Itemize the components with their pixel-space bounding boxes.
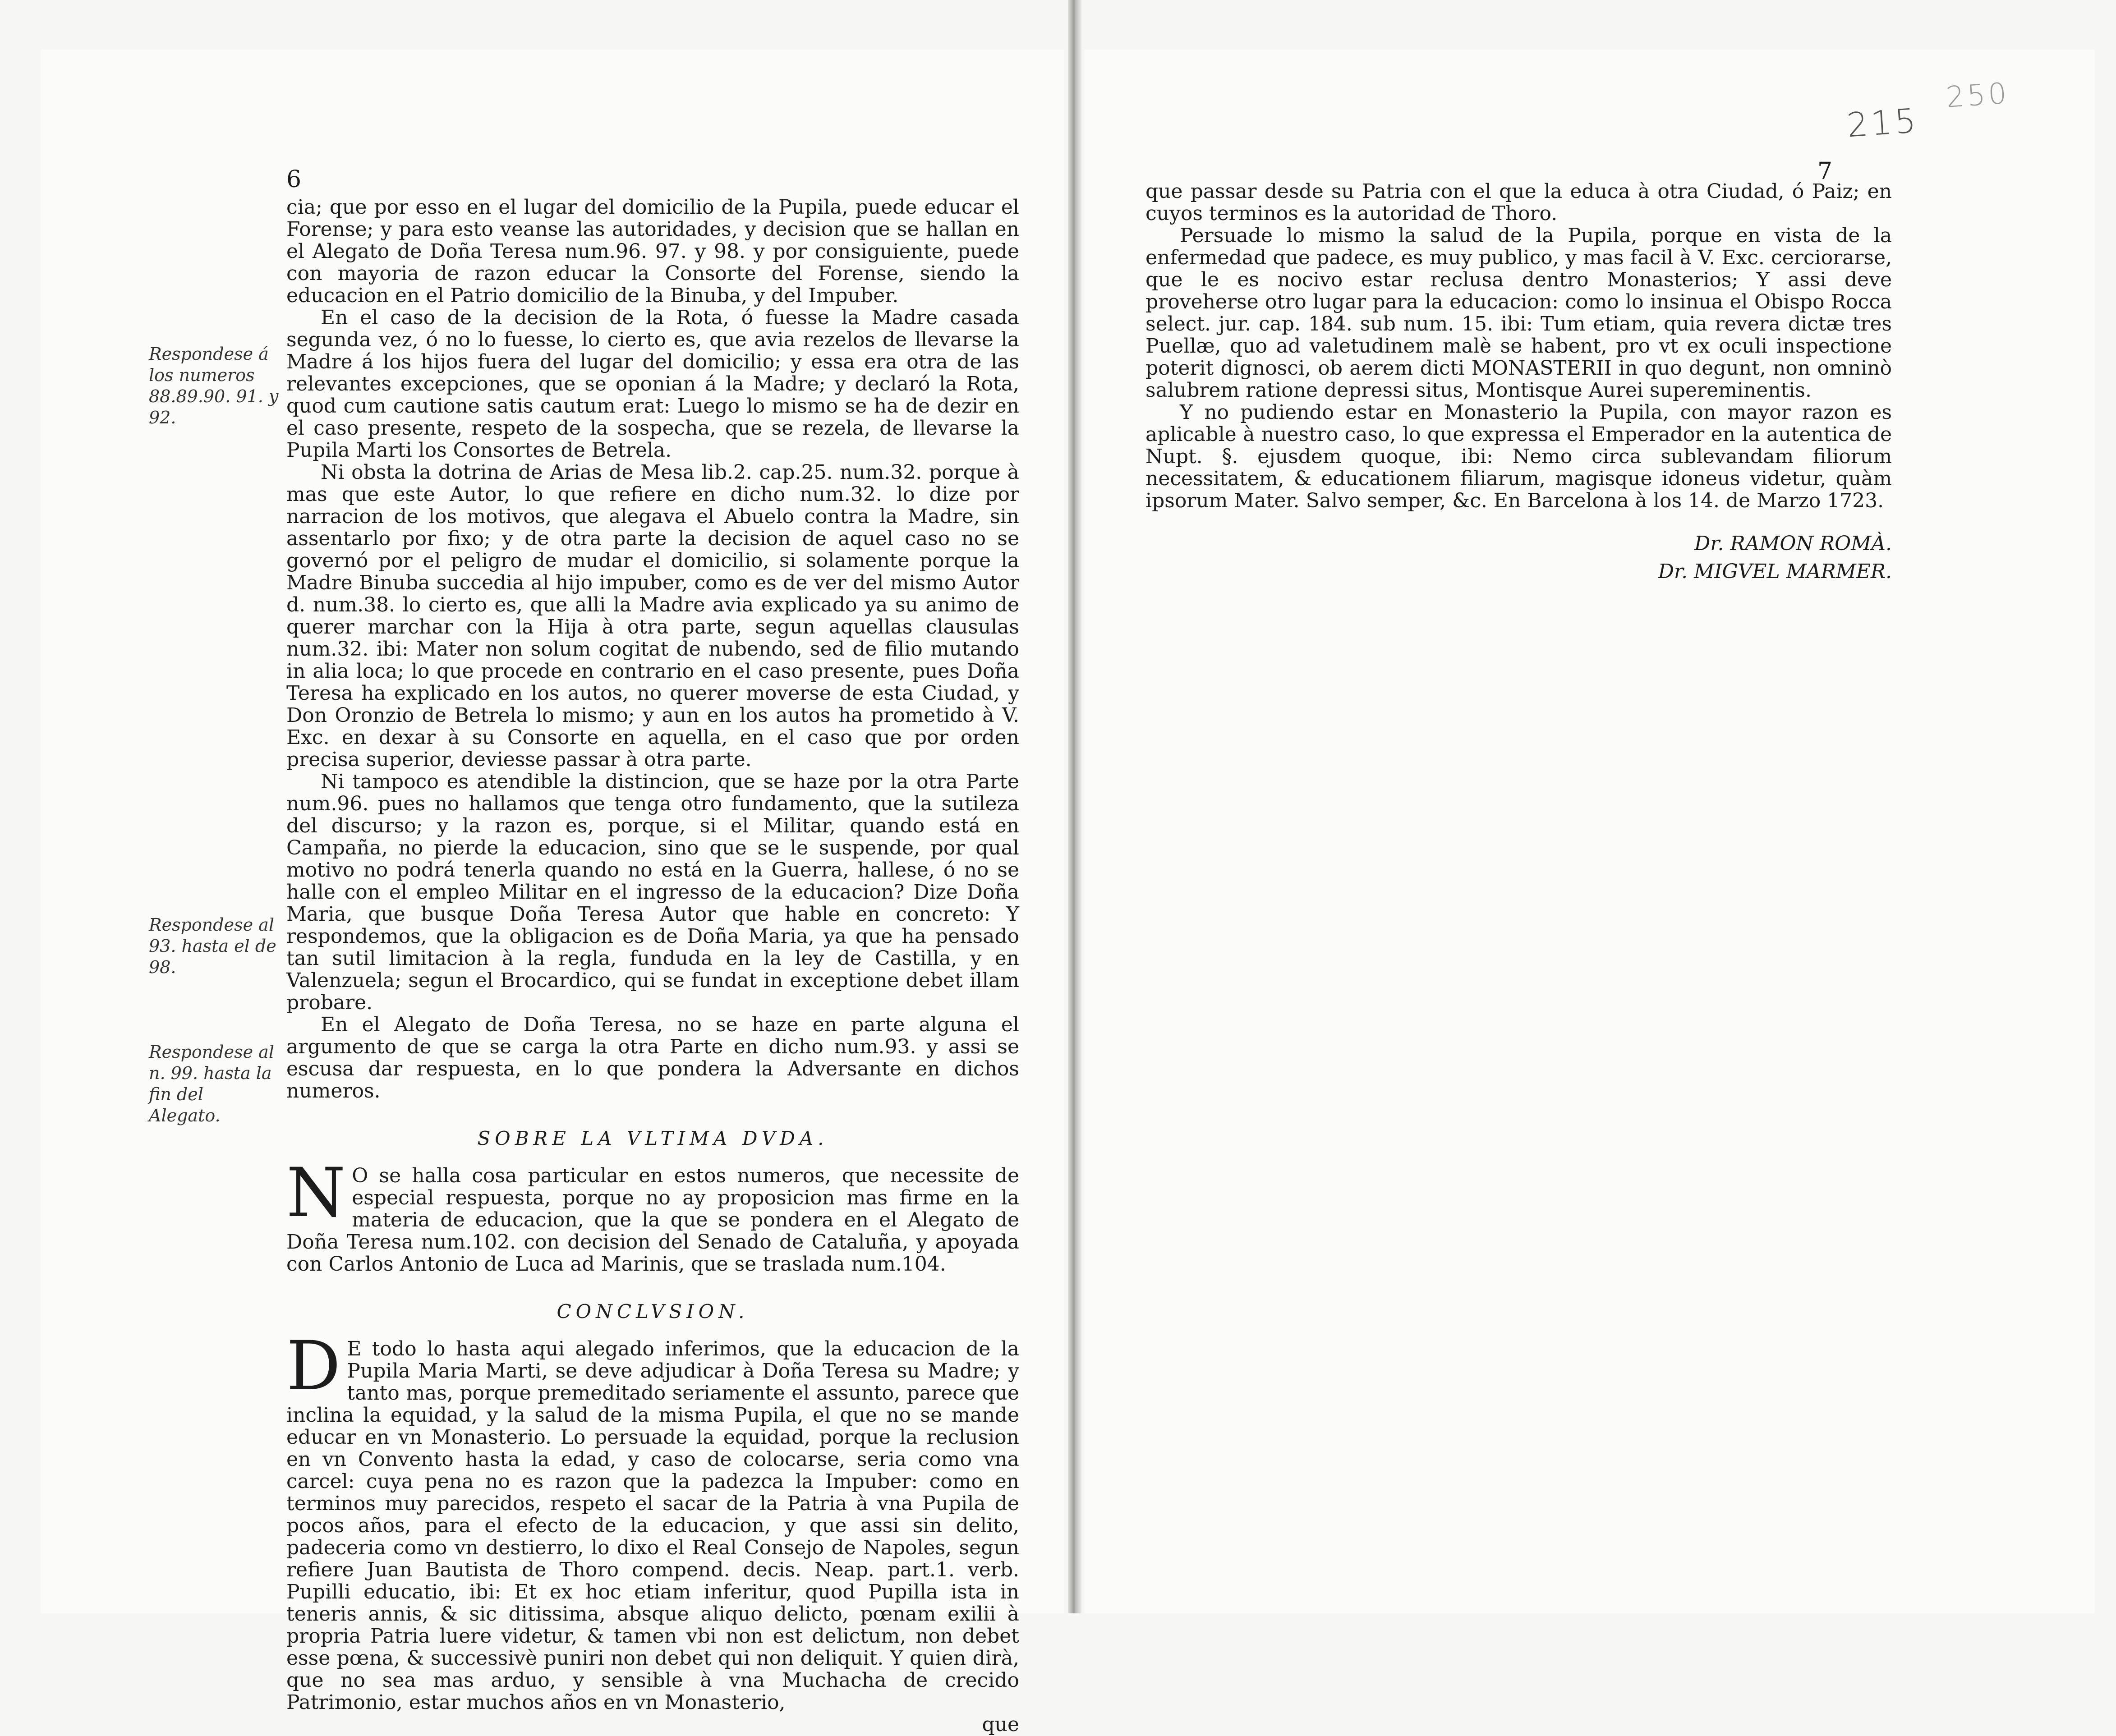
- book-gutter: [1068, 0, 1081, 1613]
- paragraph: que passar desde su Patria con el que la educa à otra Ciudad, ó Paiz; en cuyos terminos es la autoridad de Thoro.: [1145, 180, 1892, 225]
- paragraph: Persuade lo mismo la salud de la Pupila, porque en vista de la enfermedad que padece, es muy publico, y mas facil à V. Exc. cerciorarse, que le es nocivo estar reclusa dentro Monasterios; Y assi deve proveherse otro lugar para la educacion: como lo insinua el Obispo Rocca select. jur. cap. 184. sub num. 15. ibi: Tum etiam, quia revera dictæ tres Puellæ, quo ad valetudinem malè se habent, pro vt ex oculi inspectione poterit dignosci, ob aerem dicti MONASTERII in quo degunt, non omninò salubrem ratione depressi situs, Montisque Aurei supereminentis.: [1145, 224, 1892, 402]
- text-column: [1145, 180, 1892, 586]
- page-number: 6: [286, 166, 302, 193]
- paragraph-text: O se halla cosa particular en estos numeros, que necessite de especial respuesta, porque no ay proposicion mas firme en la materia de educacion, que la que se pondera en el Alegato de Doña Teresa num.102. con decision del Senado de Cataluña, y apoyada con Carlos Antonio de Luca ad Marinis, que se traslada num.104.: [286, 1164, 1019, 1276]
- margin-note: Respondese al 93. hasta el de 98.: [149, 915, 276, 977]
- margin-note: Respondese á los numeros 88.89.90. 91. y 92.: [149, 344, 279, 427]
- section-heading: CONCLVSION.: [557, 1300, 749, 1323]
- handwritten-folio-number: 215: [1845, 101, 1920, 145]
- signature: Dr. RAMON ROMÀ.: [1694, 532, 1892, 555]
- section-heading: SOBRE LA VLTIMA DVDA.: [477, 1127, 828, 1149]
- drop-cap: N: [286, 1154, 346, 1232]
- paragraph-duda: [286, 1154, 1019, 1276]
- paragraph-text: E todo lo hasta aqui alegado inferimos, que la educacion de la Pupila Maria Marti, se deve adjudicar à Doña Teresa su Madre; y tanto mas, porque premeditado seriamente el assunto, parece que inclina la equidad, y la salud de la misma Pupila, el que no se mande educar en vn Monasterio. Lo persuade la equidad, porque la reclusion en vn Convento hasta la edad, y caso de colocarse, seria como vna carcel: cuya pena no es razon que la padezca la Impuber: como en terminos muy parecidos, respeto el sacar de la Patria à vna Pupila de pocos años, para el efecto de la educacion, y que assi sin delito, padeceria como vn destierro, lo dixo el Real Consejo de Napoles, segun refiere Juan Bautista de Thoro compend. decis. Neap. part.1. verb. Pupilli educatio, ibi: Et ex hoc etiam inferitur, quod Pupilla ista in teneris annis, & sic ditissima, absque aliquo delicto, pœnam exilii à propria Patria luere videtur, & tamen vbi non est delictum, non debet esse pœna, & successivè puniri non debet qui non deliquit. Y quien dirà, que no sea mas arduo, y sensible à vna Muchacha de crecido Patrimonio, estar muchos años en vn Monasterio,: [286, 1337, 1019, 1714]
- paragraph: Y no pudiendo estar en Monasterio la Pupila, con mayor razon es aplicable à nuestro caso, lo que expressa el Emperador en la autentica de Nupt. §. ejusdem quoque, ibi: Nemo circa sublevandam filiorum necessitatem, & educationem filiarum, magisque idoneus videtur, quàm ipsorum Mater. Salvo semper, &c. En Barcelona à los 14. de Marzo 1723.: [1145, 401, 1892, 512]
- paragraph: En el caso de la decision de la Rota, ó fuesse la Madre casada segunda vez, ó no lo fuesse, lo cierto es, que avia rezelos de llevarse la Madre á los hijos fuera del lugar del domicilio; y essa era otra de las relevantes excepciones, que se oponian á la Madre; y declaró la Rota, quod cum cautione satis cautum erat: Luego lo mismo se ha de dezir en el caso presente, respeto de la sospecha, que se rezela, de llevarse la Pupila Marti los Consortes de Betrela.: [286, 306, 1019, 462]
- paragraph: En el Alegato de Doña Teresa, no se haze en parte alguna el argumento de que se carga la otra Parte en dicho num.93. y assi se escusa dar respuesta, en lo que pondera la Adversante en dichos numeros.: [286, 1013, 1019, 1102]
- right-page: [1085, 50, 2095, 1613]
- catchword: que: [982, 1713, 1019, 1736]
- text-column: [286, 196, 1019, 1736]
- drop-cap: D: [286, 1327, 341, 1405]
- page-number: 7: [1817, 158, 1833, 185]
- pencil-folio-number: 250: [1945, 77, 2010, 115]
- paragraph: cia; que por esso en el lugar del domicilio de la Pupila, puede educar el Forense; y para esto veanse las autoridades, y decision que se hallan en el Alegato de Doña Teresa num.96. 97. y 98. y por consiguiente, puede con mayoria de razon educar la Consorte del Forense, siendo la educacion en el Patrio domicilio de la Binuba, y del Impuber.: [286, 196, 1019, 307]
- margin-note: Respondese al n. 99. hasta la fin del Alegato.: [149, 1042, 274, 1125]
- left-page: [41, 50, 1064, 1736]
- paragraph: Ni obsta la dotrina de Arias de Mesa lib.2. cap.25. num.32. porque à mas que este Autor, lo que refiere en dicho num.32. lo dize por narracion de los motivos, que alegava el Abuelo contra la Madre, sin assentarlo por fixo; y de otra parte la decision de aquel caso no se governó por el peligro de mudar el domicilio, si solamente porque la Madre Binuba succedia al hijo impuber, como es de ver del mismo Autor d. num.38. lo cierto es, que alli la Madre avia explicado ya su animo de querer marchar con la Hija à otra parte, segun aquellas clausulas num.32. ibi: Mater non solum cogitat de nubendo, sed de filio mutando in alia loca; lo que procede en contrario en el caso presente, pues Doña Teresa ha explicado en los autos, no querer moverse de esta Ciudad, y Don Oronzio de Betrela lo mismo; y aun en los autos ha prometido à V. Exc. en dexar à su Consorte en aquella, en el caso que por orden precisa superior, deviesse passar à otra parte.: [286, 461, 1019, 771]
- paragraph: Ni tampoco es atendible la distincion, que se haze por la otra Parte num.96. pues no hallamos que tenga otro fundamento, que la sutileza del discurso; y la razon es, porque, si el Militar, quando está en Campaña, no pierde la educacion, sino que se le suspende, por qual motivo no podrá tenerla quando no está en la Guerra, hallese, ó no se halle con el empleo Militar en el ingresso de la educacion? Dize Doña Maria, que busque Doña Teresa Autor que hable en concreto: Y respondemos, que la obligacion es de Doña Maria, ya que ha pensado tan sutil limitacion à la regla, funduda en la ley de Castilla, y en Valenzuela; segun el Brocardico, qui se fundat in exceptione debet illam probare.: [286, 770, 1019, 1014]
- paragraph-conclusion: [286, 1327, 1019, 1714]
- signature: Dr. MIGVEL MARMER.: [1658, 560, 1892, 583]
- signature-block: [1145, 530, 1892, 586]
